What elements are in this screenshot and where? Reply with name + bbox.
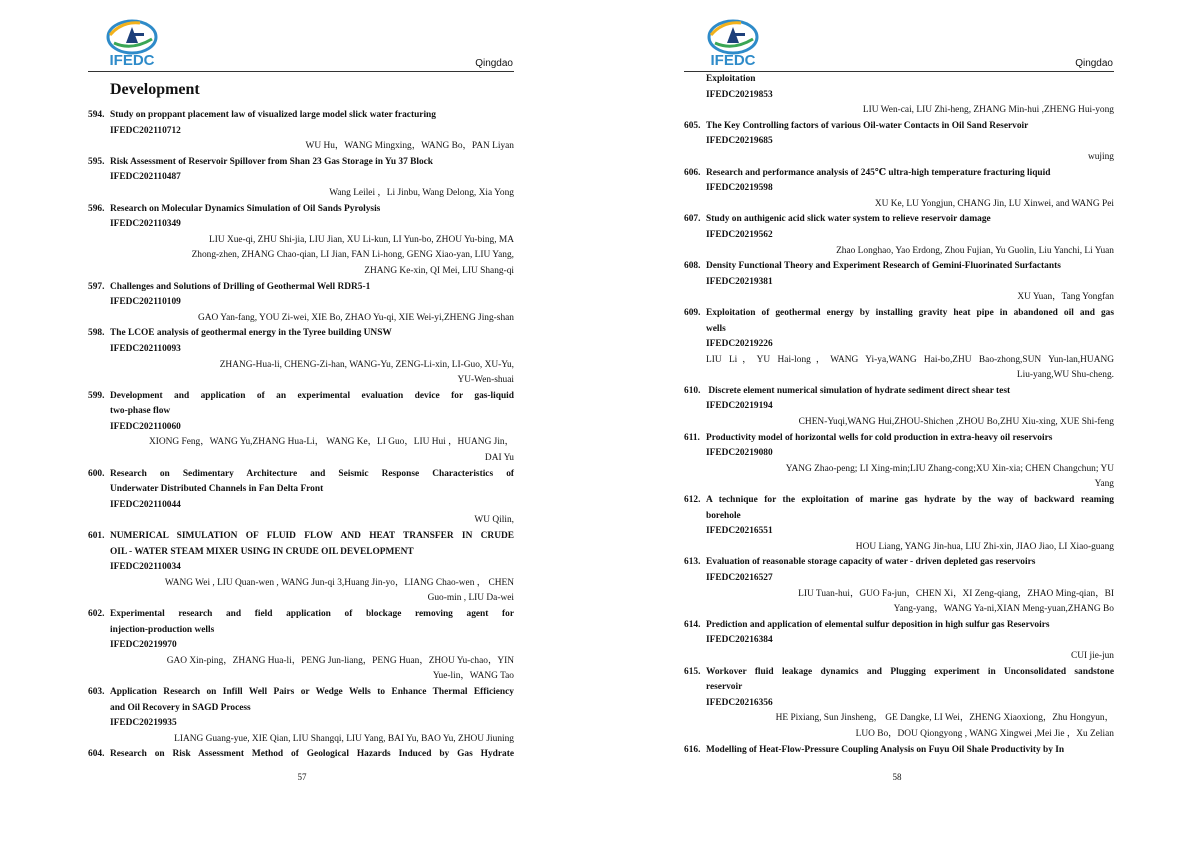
- entry-title-continued: Underwater Distributed Channels in Fan Delta Front: [110, 484, 324, 495]
- entry-title-text: Exploitation of geothermal energy by installing gravity heat pipe in abandoned oil and gas: [706, 307, 1114, 318]
- paper-id: IFEDC20216384: [706, 635, 773, 646]
- entry-number: 616.: [684, 744, 701, 755]
- entry-authors: wujing: [1087, 151, 1114, 162]
- entry-title-text: The LCOE analysis of geothermal energy in the Tyree building UNSW: [110, 328, 392, 339]
- ifedc-logo: [92, 15, 172, 69]
- entry-number: 609.: [684, 307, 701, 318]
- entry-authors: CHEN-Yuqi,WANG Hui,ZHOU-Shichen ,ZHOU Bo,ZHU Xiu-xing, XUE Shi-feng: [798, 417, 1114, 428]
- location-label: Qingdao: [475, 58, 513, 69]
- entry-number: 608.: [684, 261, 701, 272]
- paper-id: IFEDC20219381: [706, 276, 773, 287]
- entry-authors: HE Pixiang, Sun Jinsheng， GE Dangke, LI Wei，ZHENG Xiaoxiong，Zhu Hongyun，: [775, 713, 1114, 724]
- paper-id: IFEDC202110044: [110, 499, 181, 510]
- entry-number: 611.: [684, 432, 700, 443]
- entry-authors: ZHANG-Hua-li, CHENG-Zi-han, WANG-Yu, ZENG-Li-xin, LI-Guo, XU-Yu,: [219, 359, 514, 370]
- entry-authors: Liu-yang,WU Shu-cheng.: [1016, 370, 1114, 381]
- entry-title-text: Density Functional Theory and Experiment Research of Gemini-Fluorinated Surfactants: [706, 261, 1061, 272]
- paper-id: IFEDC20219080: [706, 448, 773, 459]
- paper-id: IFEDC20219935: [110, 718, 177, 729]
- paper-id: IFEDC20216527: [706, 573, 773, 583]
- paper-id: IFEDC20219226: [706, 339, 773, 350]
- paper-id: IFEDC202110034: [110, 562, 181, 573]
- entry-title-text: Experimental research and field application of blockage removing agent for: [110, 609, 514, 619]
- entry-title: [684, 384, 1114, 400]
- paper-id: IFEDC20219562: [706, 229, 773, 240]
- entry-title-continued: two-phase flow: [110, 406, 171, 417]
- paper-id: IFEDC202110487: [110, 172, 181, 183]
- paper-id: IFEDC202110712: [110, 125, 181, 136]
- page-number: 58: [892, 772, 902, 782]
- entry-authors: YANG Zhao-peng; LI Xing-min;LIU Zhang-cong;XU Xin-xia; CHEN Changchun; YU: [785, 463, 1114, 474]
- entry-number: 602.: [88, 609, 105, 619]
- entry-authors: GAO Xin-ping，ZHANG Hua-li，PENG Jun-liang，PENG Huan，ZHOU Yu-chao，YIN: [166, 655, 514, 666]
- entry-authors: Yang-yang，WANG Ya-ni,XIAN Meng-yuan,ZHANG Bo: [893, 604, 1114, 615]
- left-page: [0, 0, 595, 842]
- paper-id: IFEDC20219194: [706, 401, 773, 412]
- entry-title-text: Application Research on Infill Well Pairs or Wedge Wells to Enhance Thermal Efficiency: [110, 686, 514, 697]
- entry-authors: WU Qilin,: [474, 515, 514, 526]
- entry-number: 604.: [88, 749, 105, 760]
- location-label: Qingdao: [1075, 58, 1113, 69]
- entry-title-text: Prediction and application of elemental sulfur deposition in high sulfur gas Reservoirs: [706, 619, 1050, 630]
- entry-title: [88, 685, 514, 701]
- entry-title-text: Research on Risk Assessment Method of Geological Hazards Induced by Gas Hydrate: [110, 749, 514, 760]
- svg-text:IFEDC: IFEDC: [710, 52, 756, 69]
- paper-id: IFEDC20216356: [706, 697, 773, 708]
- entry-number: 594.: [88, 110, 105, 120]
- entry-number: 597.: [88, 281, 105, 292]
- right-entries: [684, 72, 1114, 758]
- entry-number: 603.: [88, 686, 105, 697]
- page-number: 57: [297, 772, 307, 782]
- entry-number: 614.: [684, 619, 701, 630]
- entry-title: [88, 326, 514, 342]
- entry-number: 615.: [684, 666, 701, 677]
- entry-number: 601.: [88, 531, 105, 542]
- entry-title: [684, 493, 1114, 509]
- entry-title-text: Productivity model of horizontal wells for cold production in extra-heavy oil reservoirs: [706, 432, 1053, 443]
- entry-authors: CUI jie-jun: [1071, 650, 1114, 661]
- left-entries: [88, 108, 514, 763]
- entry-authors: LIU Li，YU Hai-long，WANG Yi-ya,WANG Hai-bo,ZHU Bao-zhong,SUN Yun-lan,HUANG: [706, 354, 1114, 365]
- entry-title-text: Workover fluid leakage dynamics and Plugging experiment in Unconsolidated sandstone: [706, 666, 1114, 677]
- entry-title-text: Risk Assessment of Reservoir Spillover from Shan 23 Gas Storage in Yu 37 Block: [110, 156, 434, 167]
- entry-authors: Zhao Longhao, Yao Erdong, Zhou Fujian, Yu Guolin, Liu Yanchi, Li Yuan: [836, 245, 1114, 256]
- entry-title: [684, 431, 1114, 447]
- entry-authors: WU Hu，WANG Mingxing，WANG Bo，PAN Liyan: [305, 141, 514, 152]
- entry-number: 595.: [88, 156, 105, 167]
- ifedc-logo: [693, 15, 773, 69]
- entry-authors: Guo-min , LIU Da-wei: [427, 593, 514, 604]
- entry-number: 599.: [88, 390, 105, 401]
- entry-number: 606.: [684, 167, 701, 178]
- entry-title: [88, 529, 514, 545]
- entry-title-text: The Key Controlling factors of various Oil-water Contacts in Oil Sand Reservoir: [706, 120, 1029, 131]
- right-page-content: [684, 72, 1114, 758]
- paper-id: IFEDC20219598: [706, 183, 773, 194]
- left-page-content: [88, 78, 514, 763]
- paper-id: IFEDC202110109: [110, 297, 181, 308]
- paper-id: IFEDC202110349: [110, 219, 181, 230]
- entry-number: 605.: [684, 120, 701, 131]
- entry-authors: Yue-lin，WANG Tao: [432, 671, 514, 682]
- entry-title-text: A technique for the exploitation of marine gas hydrate by the way of backward reaming: [706, 495, 1114, 506]
- entry-title-text: Research and performance analysis of 245℃ ultra-high temperature fracturing liquid: [706, 167, 1051, 178]
- entry-number: 600.: [88, 468, 105, 479]
- entry-authors: LIU Xue-qi, ZHU Shi-jia, LIU Jian, XU Li-kun, LI Yun-bo, ZHOU Yu-bing, MA: [209, 234, 514, 245]
- paper-id: IFEDC20219853: [706, 89, 773, 100]
- header-divider: [88, 71, 514, 72]
- entry-title: [88, 467, 514, 483]
- entry-title: [684, 119, 1114, 135]
- entry-title: [684, 212, 1114, 228]
- entry-authors: YU-Wen-shuai: [457, 375, 514, 386]
- entry-authors: Zhong-zhen, ZHANG Chao-qian, LI Jian, FAN Li-hong, GENG Xiao-yan, LIU Yang,: [191, 250, 514, 261]
- entry-authors: XU Yuan，Tang Yongfan: [1017, 292, 1114, 303]
- entry-title-text: Discrete element numerical simulation of hydrate sediment direct shear test: [706, 385, 1011, 396]
- entry-authors: DAI Yu: [484, 453, 514, 464]
- entry-number: 596.: [88, 203, 105, 214]
- entry-title-continued: and Oil Recovery in SAGD Process: [110, 702, 251, 713]
- entry-title-continued: wells: [706, 323, 726, 334]
- paper-id: IFEDC202110060: [110, 421, 181, 432]
- entry-title: [88, 155, 514, 171]
- entry-authors: LIU Wen-cai, LIU Zhi-heng, ZHANG Min-hui ,ZHENG Hui-yong: [862, 105, 1114, 116]
- entry-authors: LIU Tuan-hui，GUO Fa-jun，CHEN Xi，XI Zeng-qiang，ZHAO Ming-qian，BI: [798, 588, 1114, 599]
- entry-title-continued: injection-production wells: [110, 624, 215, 635]
- entry-authors: ZHANG Ke-xin, QI Mei, LIU Shang-qi: [364, 265, 514, 276]
- entry-number: 607.: [684, 214, 701, 225]
- entry-number: 613.: [684, 557, 701, 568]
- entry-title-text: Research on Sedimentary Architecture and Seismic Response Characteristics of: [110, 468, 514, 479]
- entry-title-text: Evaluation of reasonable storage capacity of water - driven depleted gas reservoirs: [706, 557, 1036, 568]
- entry-title-text: Challenges and Solutions of Drilling of Geothermal Well RDR5-1: [110, 281, 371, 292]
- entry-title-text: Modelling of Heat-Flow-Pressure Coupling Analysis on Fuyu Oil Shale Productivity by In: [706, 744, 1065, 755]
- entry-authors: Wang Leilei ，Li Jinbu, Wang Delong, Xia Yong: [329, 187, 514, 198]
- svg-text:IFEDC: IFEDC: [109, 52, 155, 69]
- entry-title: [88, 389, 514, 405]
- entry-number: 612.: [684, 495, 701, 506]
- entry-title-text: Research on Molecular Dynamics Simulation of Oil Sands Pyrolysis: [110, 203, 381, 214]
- entry-title: [88, 108, 514, 124]
- right-page: [596, 0, 1191, 842]
- entry-title: [88, 607, 514, 623]
- entry-title-continued: OIL - WATER STEAM MIXER USING IN CRUDE OIL DEVELOPMENT: [110, 546, 414, 557]
- entry-title-continued: Exploitation: [706, 74, 756, 84]
- entry-title-text: Study on proppant placement law of visualized large model slick water fracturing: [110, 110, 436, 120]
- entry-title: [684, 743, 1114, 759]
- paper-id: IFEDC20216551: [706, 526, 773, 537]
- paper-id: IFEDC202110093: [110, 343, 181, 354]
- entry-authors: LIANG Guang-yue, XIE Qian, LIU Shangqi, LIU Yang, BAI Yu, BAO Yu, ZHOU Jiuning: [174, 733, 514, 744]
- entry-title: [684, 618, 1114, 634]
- entry-title: [88, 280, 514, 296]
- entry-title: [684, 166, 1114, 182]
- entry-title: [88, 747, 514, 763]
- entry-authors: HOU Liang, YANG Jin-hua, LIU Zhi-xin, JIAO Jiao, LI Xiao-guang: [855, 541, 1114, 552]
- entry-authors: LUO Bo，DOU Qiongyong , WANG Xingwei ,Mei Jie ，Xu Zelian: [855, 728, 1114, 739]
- paper-id: IFEDC20219970: [110, 640, 177, 651]
- entry-title: [88, 202, 514, 218]
- entry-authors: XIONG Feng，WANG Yu,ZHANG Hua-Li， WANG Ke，LI Guo，LIU Hui ，HUANG Jin，: [148, 437, 514, 448]
- entry-authors: XU Ke, LU Yongjun, CHANG Jin, LU Xinwei, and WANG Pei: [874, 198, 1114, 209]
- entry-title-text: Development and application of an experimental evaluation device for gas-liquid: [110, 390, 514, 401]
- entry-title: [684, 306, 1114, 322]
- paper-id: IFEDC20219685: [706, 136, 773, 147]
- entry-title: [684, 665, 1114, 681]
- entry-title-text: NUMERICAL SIMULATION OF FLUID FLOW AND HEAT TRANSFER IN CRUDE: [110, 531, 514, 542]
- entry-authors: Yang: [1094, 479, 1114, 490]
- entry-number: 598.: [88, 328, 105, 339]
- entry-authors: WANG Wei , LIU Quan-wen , WANG Jun-qi 3,Huang Jin-yo，LIANG Chao-wen ， CHEN: [164, 577, 514, 588]
- entry-title-continued: borehole: [706, 510, 741, 521]
- entry-title-text: Study on authigenic acid slick water system to relieve reservoir damage: [706, 214, 991, 225]
- entry-number: 610.: [684, 385, 701, 396]
- entry-title: [684, 555, 1114, 571]
- entry-authors: GAO Yan-fang, YOU Zi-wei, XIE Bo, ZHAO Yu-qi, XIE Wei-yi,ZHENG Jing-shan: [197, 312, 514, 323]
- entry-title: [684, 259, 1114, 275]
- section-title: Development: [110, 81, 200, 98]
- entry-title-continued: reservoir: [706, 682, 743, 693]
